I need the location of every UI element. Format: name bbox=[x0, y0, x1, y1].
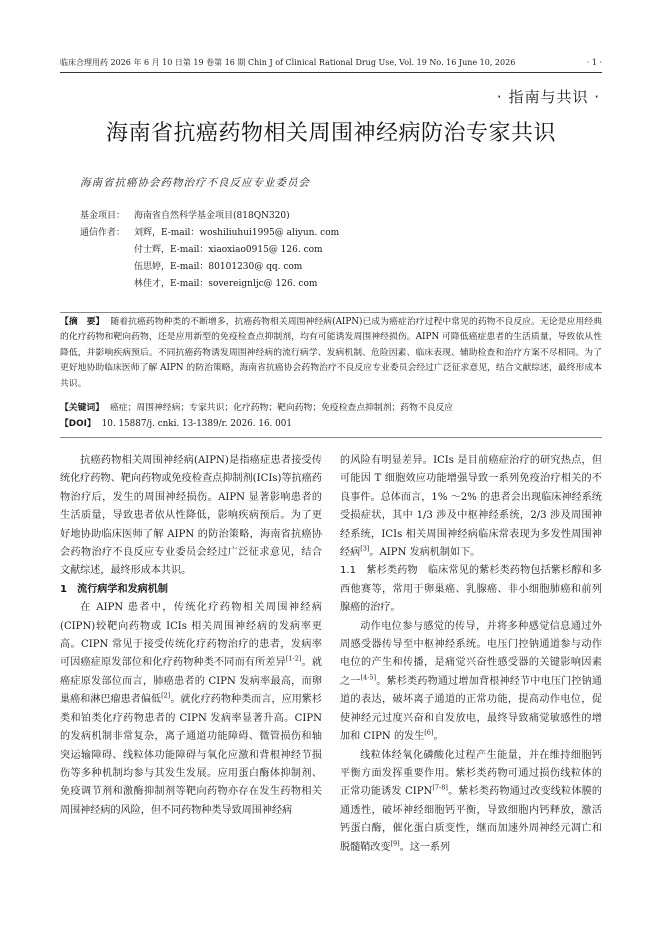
citation-ref: [1-2] bbox=[285, 655, 302, 664]
action-potential-paragraph bbox=[340, 618, 602, 747]
citation-ref: [3] bbox=[360, 544, 370, 553]
body-column-right bbox=[340, 452, 602, 857]
fund-row bbox=[80, 208, 339, 225]
correspondence-row-3 bbox=[80, 259, 339, 276]
text-run: 。紫杉类药物通过改变线粒体膜的通透性，破坏神经细胞钙平衡，导致细胞内钙释放，激活钙蛋白酶，催化蛋白质变性，继而加速外周神经元凋亡和脱髓鞘改变 bbox=[340, 786, 602, 853]
correspondence-author-2: 付士辉，E-mail：xiaoxiao0915@ 126. com bbox=[134, 245, 323, 255]
text-run: 临床常见的紫杉类药物包括紫杉醇和多西他赛等，常用于卵巢癌、乳腺癌、非小细胞肺癌和前列腺癌的治疗。 bbox=[340, 565, 603, 614]
text-run: 。就癌症原发部位而言，肺癌患者的 CIPN 发病率最高，而卵巢癌和淋巴瘤患者偏低 bbox=[60, 657, 323, 706]
citation-ref: [6] bbox=[424, 728, 434, 737]
header-citation: 临床合理用药 2026 年 6 月 10 日第 19 卷第 16 期 Chin J of Clinical Rational Drug Use, Vol. 19 No. 16 June 10, 2026 bbox=[60, 58, 516, 67]
text-run: 。紫杉类药物通过增加背根神经节中电压门控钠通道的表达，破坏离子通道的正常功能，提高动作电位，促使神经元过度兴奋和自发放电，最终导致痛觉敏感性的增加和 CIPN 的发生 bbox=[340, 675, 603, 743]
doi-text: 10. 15887/j. cnki. 13-1389/r. 2026. 16. 001 bbox=[101, 419, 292, 429]
text-run: 的风险有明显差异。ICIs 是目前癌症治疗的研究热点，但可能因 T 细胞效应功能增强导致一系列免疫治疗相关的不良事件。总体而言，1% ～2% 的患者会出现临床神经系统受损症状，其中 1/3 涉及中枢神经系统，2/3 涉及周围神经系统，ICIs 相关周围神经病临床常表现为多发性周围神经病 bbox=[340, 455, 602, 559]
text-run: 动作电位参与感觉的传导，并将多种感觉信息通过外周感受器传导至中枢神经系统。电压门控钠通道参与动作电位的产生和传播，是痛觉兴奋性感受器的关键影响因素之一 bbox=[340, 620, 602, 687]
article-metadata bbox=[80, 208, 339, 293]
correspondence-author-1: 刘辉，E-mail：woshiliuhui1995@ aliyun. com bbox=[134, 228, 340, 238]
fund-value: 海南省自然科学基金项目(818QN320) bbox=[134, 211, 290, 221]
abstract-label: 【摘 要】 bbox=[60, 317, 105, 327]
correspondence-row-4 bbox=[80, 276, 339, 293]
text-run: 线粒体经氧化磷酸化过程产生能量，并在维持细胞钙平衡方面发挥重要作用。紫杉类药物可通过损伤线粒体的正常功能诱发 CIPN bbox=[340, 749, 602, 798]
header-rule bbox=[60, 72, 602, 73]
correspondence-author-4: 林佳才，E-mail：sovereignljc@ 126. com bbox=[134, 279, 318, 289]
abstract-rule-bottom bbox=[60, 437, 602, 438]
text-run: 。就化疗药物种类而言，应用紫杉类和铂类化疗药物患者的 CIPN 发病率显著升高。CIPN 的发病机制非常复杂，离子通道功能障碍、微管损伤和轴突运输障碍、线粒体功能障碍与氧化应激和背根神经节损伤等多种机制均参与其发生发展。应用蛋白酶体抑制剂、免疫调节剂和激酶抑制剂等靶向药物亦存在发生药物相关周围神经病的风险，但不同药物种类导致周围神经病 bbox=[60, 694, 323, 816]
citation-ref: [4-5] bbox=[360, 673, 377, 682]
doi bbox=[60, 417, 602, 432]
running-header bbox=[60, 56, 602, 70]
citation-ref: [7-8] bbox=[432, 783, 448, 792]
doi-label: 【DOI】 bbox=[60, 419, 96, 429]
citation-ref: [9] bbox=[390, 839, 400, 848]
abstract bbox=[60, 315, 602, 392]
section-heading-1: 1 流行病学和发病机制 bbox=[60, 583, 168, 595]
abstract-rule-top bbox=[60, 312, 602, 313]
page-number: · 1 · bbox=[586, 58, 602, 67]
abstract-text: 随着抗癌药物种类的不断增多，抗癌药物相关周围神经病(AIPN)已成为癌症治疗过程中常见的药物不良反应。无论是应用经典的化疗药物和靶向药物，还是应用新型的免疫检查点抑制剂，均有可能诱发周围神经损伤。AIPN 可降低癌症患者的生活质量，导致依从性降低，并影响疾病预后。不同抗癌药物诱发周围神经病的流行病学、发病机制、危险因素、临床表现、辅助检查和治疗方案不尽相同。为了更好地协助临床医师了解 AIPN 的防治策略，海南省抗癌协会药物治疗不良反应专业委员会经过广泛征求意见，结合文献综述，最终形成本共识。 bbox=[60, 317, 602, 389]
subsection-paragraph bbox=[340, 562, 602, 617]
citation-ref: [2] bbox=[161, 691, 171, 700]
body-column-left bbox=[60, 452, 322, 820]
text-run: 。AIPN 发病机制如下。 bbox=[369, 547, 481, 559]
correspondence-author-3: 伍思婷，E-mail：80101230@ qq. com bbox=[134, 262, 303, 272]
text-run: 。这一系列 bbox=[399, 841, 451, 853]
correspondence-row bbox=[80, 225, 339, 242]
article-title: 海南省抗癌药物相关周围神经病防治专家共识 bbox=[105, 121, 556, 146]
correspondence-label: 通信作者： bbox=[80, 228, 126, 238]
subsection-heading-1-1: 1.1 紫杉类药物 bbox=[340, 565, 418, 577]
author-line: 海南省抗癌协会药物治疗不良反应专业委员会 bbox=[80, 177, 310, 189]
text-run: 在 AIPN 患者中，传统化疗药物相关周围神经病(CIPN)较靶向药物或 ICIs 相关周围神经病的发病率更高。CIPN 常见于接受传统化疗药物治疗的患者，发病率可因癌症原发部位和化疗药物种类不同而有所差异 bbox=[60, 602, 322, 669]
keywords-label: 【关键词】 bbox=[60, 403, 104, 413]
intro-paragraph: 抗癌药物相关周围神经病(AIPN)是指癌症患者接受传统化疗药物、靶向药物或免疫检查点抑制剂(ICIs)等抗癌药物治疗后，发生的周围神经损伤。AIPN 显著影响患者的生活质量，导致患者依从性降低，影响疾病预后。为了更好地协助临床医师了解 AIPN 的防治策略，海南省抗癌协会药物治疗不良反应专业委员会经过广泛征求意见，结合文献综述，最终形成本共识。 bbox=[60, 455, 322, 577]
fund-label: 基金项目： bbox=[80, 211, 126, 221]
epidemiology-paragraph bbox=[60, 599, 322, 820]
mitochondria-paragraph bbox=[340, 747, 602, 857]
continued-paragraph bbox=[340, 452, 602, 562]
keywords bbox=[60, 401, 602, 416]
correspondence-row-2 bbox=[80, 242, 339, 259]
keywords-text: 癌症；周围神经病；专家共识；化疗药物；靶向药物；免疫检查点抑制剂；药物不良反应 bbox=[110, 403, 454, 413]
text-run: 。 bbox=[433, 731, 444, 743]
section-tag: · 指南与共识 · bbox=[496, 88, 600, 106]
